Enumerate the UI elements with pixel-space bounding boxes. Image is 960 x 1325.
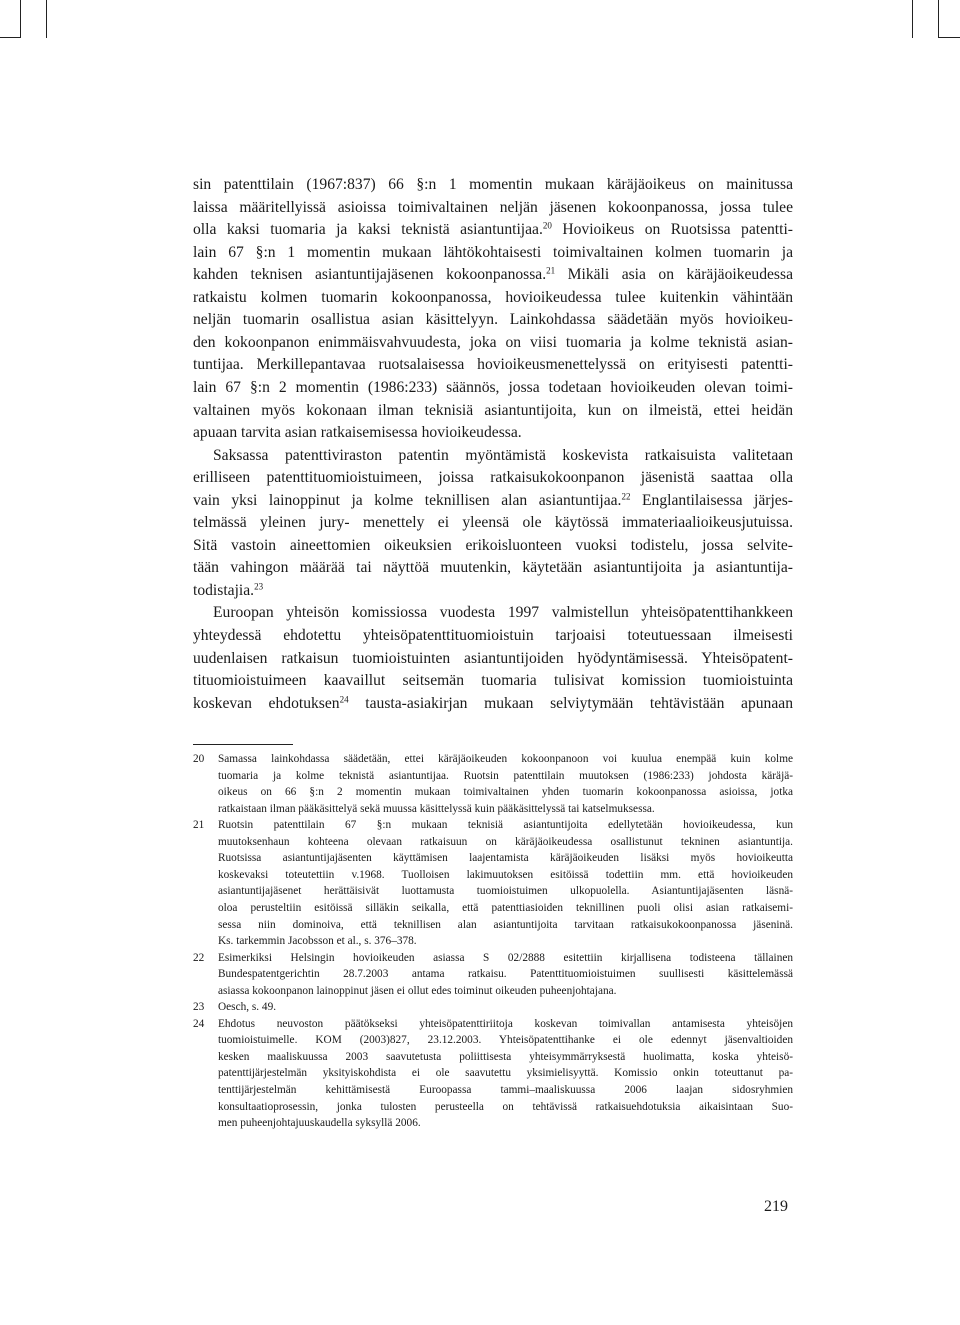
body-line <box>193 354 793 377</box>
body-line-text: tituomioistuimeen kaavaillut seitsemän tuomaria tulisivat komission tuomioistuinta <box>193 672 793 690</box>
body-line <box>193 467 793 490</box>
footnote-line: ratkaistaan ilman pääkäsittelyä sekä muussa käsittelyssä kuin pääkäsittelyssä tai katselmuksessa. <box>218 802 655 815</box>
footnote-line: koskevaksi toteutettiin v.1968. Tuolloisen lakimuutoksen esitöissä todettiin mm. että hovioikeuden <box>218 868 793 881</box>
body-line <box>193 174 793 197</box>
body-line-text: koskevan ehdotuksen <box>193 694 340 712</box>
body-line <box>193 490 793 513</box>
body-line-text: telmässä yleinen jury- menettely ei yleensä ole käytössä immateriaalioikeusjutuissa. <box>193 514 793 532</box>
footnote-line: muutoksenhaun kohteena olevaan ratkaisuun on käräjäoikeudessa osallistunut tekninen asiantuntija. <box>218 835 793 848</box>
footnote-line: sessa niin dominoiva, että teknillisen alan asiantuntijoita tarvitaan ratkaisukokoonpanossa jäseninä. <box>218 918 793 931</box>
footnote-rule <box>193 744 293 745</box>
footnote-line: kesken maaliskuussa 2003 saavutetusta poliittisesta yhteisymmärryksestä huolimatta, koska yhteisö- <box>218 1050 793 1063</box>
footnote-line: asiassa kokoonpanon lainoppinut jäsen ei ollut edes toiminut oikeuden puheenjohtajana. <box>218 984 617 997</box>
body-line <box>193 625 793 648</box>
footnote-line: tuomaria ja kolme teknistä asiantuntijaa. Ruotsin patenttilain muutoksen (1986:233) johdosta käräjä- <box>218 769 793 782</box>
footnote-reference: 24 <box>339 694 349 705</box>
body-line <box>193 219 793 242</box>
body-line <box>193 377 793 400</box>
body-line-text: Euroopan yhteisön komissiossa vuodesta 1997 valmistellun yhteisöpatenttihankkeen <box>213 604 793 622</box>
body-line-text: den kokoonpanon enimmäisvahvuudesta, joka on viisi tuomaria ja kolme teknistä asian- <box>193 333 793 351</box>
body-line <box>193 264 793 287</box>
footnote-line: konsultaatioprosessin, jonka tulosten perusteella on tehtävissä ratkaisuehdotuksia aikaisintaan Suo- <box>218 1100 793 1113</box>
body-line <box>193 332 793 355</box>
footnote-number: 22 <box>193 951 205 964</box>
body-line <box>193 670 793 693</box>
body-line <box>213 445 793 468</box>
footnote-line: patenttijärjestelmän yksityiskohdista ei ole saavutettu yksimielisyyttä. Komissio onkin toteuttanut pa- <box>218 1067 793 1080</box>
body-line-text: tuntijaa. Merkillepantavaa ruotsalaisessa hovioikeusmenettelyssä on erityisesti patentti- <box>193 356 793 374</box>
footnote-line: tuomioistuimelle. KOM (2003)827, 23.12.2003. Yhteisöpatenttihanke ei ole edennyt jäsenvaltioiden <box>218 1034 793 1047</box>
body-line <box>193 512 793 535</box>
body-line <box>193 580 793 603</box>
footnote-reference: 20 <box>542 220 552 231</box>
body-line-text: todistajia. <box>193 581 255 599</box>
body-line <box>193 535 793 558</box>
footnote-line: tenttijärjestelmän kehittämisestä Euroopassa tammi–maaliskuussa 2006 laajan sidosryhmien <box>218 1084 793 1096</box>
body-line <box>193 400 793 423</box>
footnote-line: Ruotsin patenttilain 67 §:n mukaan teknisiä asiantuntijoita edellytetään hovioikeudessa, kun <box>218 819 793 832</box>
body-line-text: kahden teknisen asiantuntijajäsenen kokoonpanossa. <box>193 266 547 284</box>
footnote-line: Ks. tarkemmin Jacobsson et al., s. 376–378. <box>218 935 417 948</box>
body-line-text: Englantilaisessa järjes- <box>630 491 793 509</box>
page-number: 219 <box>764 1198 788 1215</box>
body-line-text: vain yksi lainoppinut ja kolme teknillisen alan asiantuntijaa. <box>193 491 622 509</box>
footnote-number: 21 <box>193 819 205 832</box>
body-line-text: laissa määritellyissä asioissa toimivaltainen neljän jäsenen kokoonpanossa, jossa tulee <box>193 198 793 216</box>
body-line-text: Sitä vastoin aineettomien oikeuksien erikoisluonteen vuoksi todistelu, jossa selvite- <box>193 536 793 554</box>
body-line-text: valtainen myös kokonaan ilman teknisiä asiantuntijoita, kun on ilmeistä, ettei heidän <box>193 401 793 419</box>
body-line-text: yhteydessä ehdotettu yhteisöpatenttituomioistuin tarjoaisi toteutuessaan ilmeisesti <box>193 627 793 644</box>
body-line-text: lain 67 §:n 1 momentin mukaan lähtökohtaisesti toimivaltainen kolmen tuomarin ja <box>193 243 793 261</box>
body-line <box>193 557 793 580</box>
footnote-reference: 21 <box>546 265 556 276</box>
footnote-line: Oesch, s. 49. <box>218 1001 277 1014</box>
body-line <box>193 693 793 716</box>
body-line-text: tään vahingon määrää tai näyttöä muutenkin, käytetään asiantuntijoita ja asiantuntija- <box>193 559 793 577</box>
body-line <box>213 602 793 625</box>
footnote-number: 24 <box>193 1017 205 1030</box>
footnote-line: men puheenjohtajuuskaudella syksyllä 2006. <box>218 1117 421 1130</box>
footnote-line: Esimerkiksi Helsingin hovioikeuden asiassa S 02/2888 esitettiin kirjallisena todisteena tällainen <box>218 951 793 964</box>
body-line <box>193 242 793 265</box>
body-line-text: Mikäli asia on käräjäoikeudessa <box>555 266 793 284</box>
body-line-text: lain 67 §:n 2 momentin (1986:233) säännös, jossa todetaan hovioikeuden olevan toimi- <box>193 378 793 396</box>
body-line-text: apuaan tarvita asian ratkaisemisessa hovioikeudessa. <box>193 424 522 442</box>
body-line-text: sin patenttilain (1967:837) 66 §:n 1 momentin mukaan käräjäoikeus on mainitussa <box>193 176 793 193</box>
body-line <box>193 422 793 445</box>
footnote-line: asiantuntijajäsenet herättäisivät luottamusta tuomioistuimen ulkopuolella. Asiantuntijajäsenten läsnä- <box>218 885 793 898</box>
footnote-reference: 22 <box>621 491 631 502</box>
footnote-number: 20 <box>193 753 205 765</box>
body-line-text: erilliseen patenttituomioistuimeen, joissa ratkaisukokoonpanon jäsenistä saattaa olla <box>193 469 793 487</box>
body-line-text: Saksassa patenttiviraston patentin myöntämistä koskevista ratkaisuista valitetaan <box>213 446 793 464</box>
footnote-line: Ehdotus neuvoston päätökseksi yhteisöpatenttiriitoja koskevan toimivallan antamisesta yhteisöjen <box>218 1017 793 1030</box>
body-line-text: olla kaksi tuomaria ja kaksi teknistä asiantuntijaa. <box>193 221 543 239</box>
body-line-text: uudenlaisen ratkaisun tuomioistuinten asiantuntijoiden hyödyntämisessä. Yhteisöpatent- <box>193 649 793 667</box>
body-line <box>193 309 793 332</box>
body-line <box>193 287 793 310</box>
body-line <box>193 648 793 671</box>
footnote-line: oloa perusteltiin esitöissä silläkin seikalla, että patenttiasioiden teknillinen puoli olisi asian ratkaisemi- <box>218 901 793 914</box>
body-line <box>193 197 793 220</box>
body-line-text: neljän tuomarin osallistua asian käsittelyyn. Lainkohdassa säädetään myös hovioikeu- <box>193 311 793 329</box>
footnote-number: 23 <box>193 1001 205 1014</box>
footnote-line: oikeus on 66 §:n 2 momentin mukaan toimivaltainen yhden tuomarin kokoonpanossa asioissa, jotka <box>218 786 793 799</box>
footnote-reference: 23 <box>254 581 264 592</box>
footnote-line: Bundespatentgerichtin 28.7.2003 antama ratkaisu. Patenttituomioistuimen suullisesti käsittelemässä <box>218 968 793 981</box>
footnote-line: Ruotsissa asiantuntijajäsenten käyttämisen laajentamista käräjäoikeuden lisäksi myös hovioikeutta <box>218 852 793 865</box>
body-line-text: tausta-asiakirjan mukaan selviytymään tehtävistään apunaan <box>348 694 793 712</box>
body-line-text: Hovioikeus on Ruotsissa patentti- <box>551 221 793 239</box>
footnote-line: Samassa lainkohdassa säädetään, ettei käräjäoikeuden kokoonpanoon voi kuulua enempää kuin kolme <box>218 753 793 765</box>
body-line-text: ratkaistu kolmen tuomarin kokoonpanossa, hovioikeudessa tulee kuitenkin vähintään <box>193 288 793 306</box>
